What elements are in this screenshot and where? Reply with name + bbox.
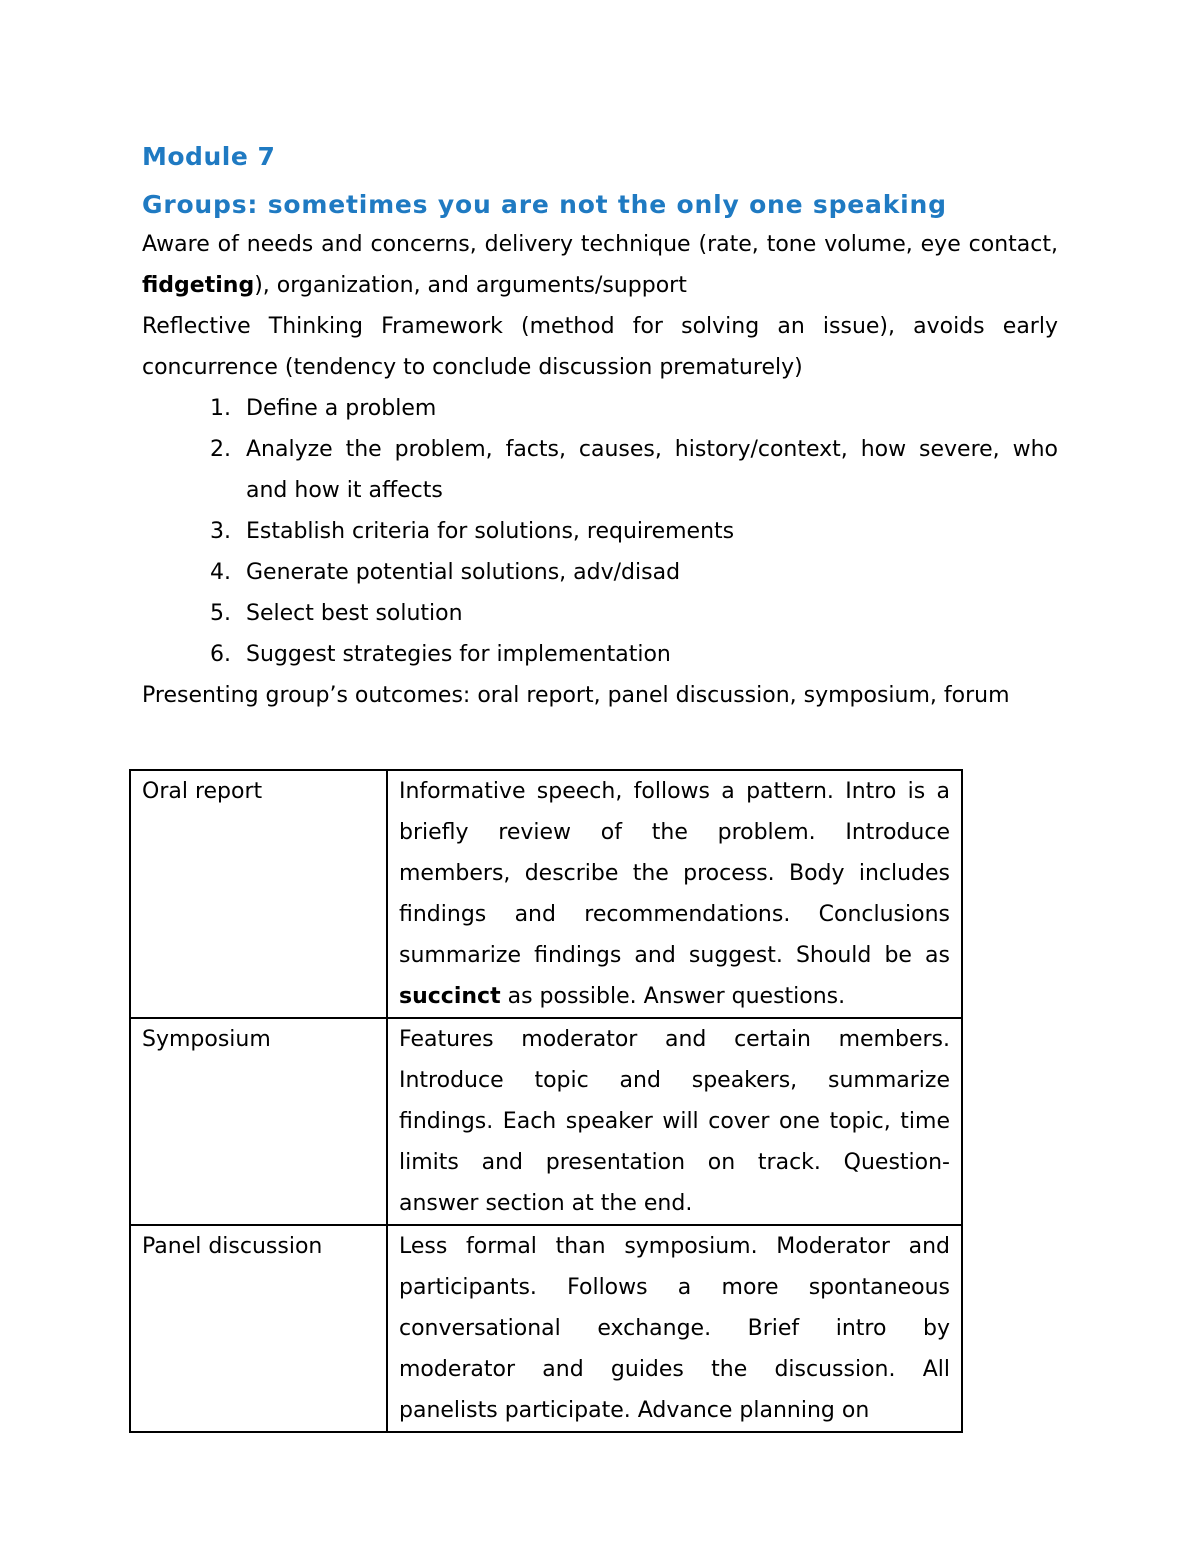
table-cell-term: Panel discussion (130, 1225, 387, 1432)
presentation-formats-table (129, 769, 963, 1433)
list-item-text: Generate potential solutions, adv/disad (246, 560, 681, 585)
bold-term-fidgeting: fidgeting (142, 273, 255, 298)
table-cell-term: Symposium (130, 1018, 387, 1225)
list-item (142, 593, 1058, 634)
list-item-number: 2. (210, 437, 231, 462)
table-cell-description: Less formal than symposium. Moderator and participants. Follows a more spontaneous conversational exchange. Brief intro by moderator and guides the discussion. All panelists participate. Advance planning on (387, 1225, 962, 1432)
document-content (142, 138, 1058, 716)
list-item-number: 1. (210, 396, 231, 421)
list-item-number: 5. (210, 601, 231, 626)
list-item-text: Define a problem (246, 396, 437, 421)
list-item-text: Analyze the problem, facts, causes, history/context, how severe, who and how it affects (246, 437, 1058, 503)
list-item (142, 634, 1058, 675)
table-row (130, 1225, 962, 1432)
table-cell-description (387, 770, 962, 1018)
table-row (130, 1018, 962, 1225)
list-item (142, 511, 1058, 552)
paragraph-delivery-text: Aware of needs and concerns, delivery technique (rate, tone volume, eye contact, (142, 232, 1058, 257)
list-item-text: Select best solution (246, 601, 463, 626)
table-cell-term: Oral report (130, 770, 387, 1018)
paragraph-outcomes: Presenting group’s outcomes: oral report, panel discussion, symposium, forum (142, 683, 1010, 708)
list-item (142, 552, 1058, 593)
list-item (142, 388, 1058, 429)
description-text: Informative speech, follows a pattern. Intro is a briefly review of the problem. Introduce members, describe the process. Body includes findings and recommendations. Conclusions summarize findings and suggest. Should be as (399, 779, 950, 968)
module-heading: Module 7 (142, 142, 276, 171)
paragraph-delivery (142, 224, 1058, 306)
list-item-text: Suggest strategies for implementation (246, 642, 671, 667)
paragraph-delivery-text-end: ), organization, and arguments/support (254, 273, 687, 298)
table-row (130, 770, 962, 1018)
list-item (142, 429, 1058, 511)
description-text-end: as possible. Answer questions. (500, 984, 846, 1009)
bold-term-succinct: succinct (399, 984, 501, 1009)
list-item-number: 4. (210, 560, 231, 585)
list-item-text: Establish criteria for solutions, requirements (246, 519, 735, 544)
steps-list (142, 388, 1058, 675)
list-item-number: 3. (210, 519, 231, 544)
table-cell-description: Features moderator and certain members. Introduce topic and speakers, summarize findings. Each speaker will cover one topic, time limits and presentation on track. Question-answer section at the end. (387, 1018, 962, 1225)
paragraph-reflective-thinking: Reflective Thinking Framework (method for solving an issue), avoids early concurrence (tendency to conclude discussion prematurely) (142, 314, 1058, 380)
list-item-number: 6. (210, 642, 231, 667)
module-subheading: Groups: sometimes you are not the only one speaking (142, 190, 947, 219)
